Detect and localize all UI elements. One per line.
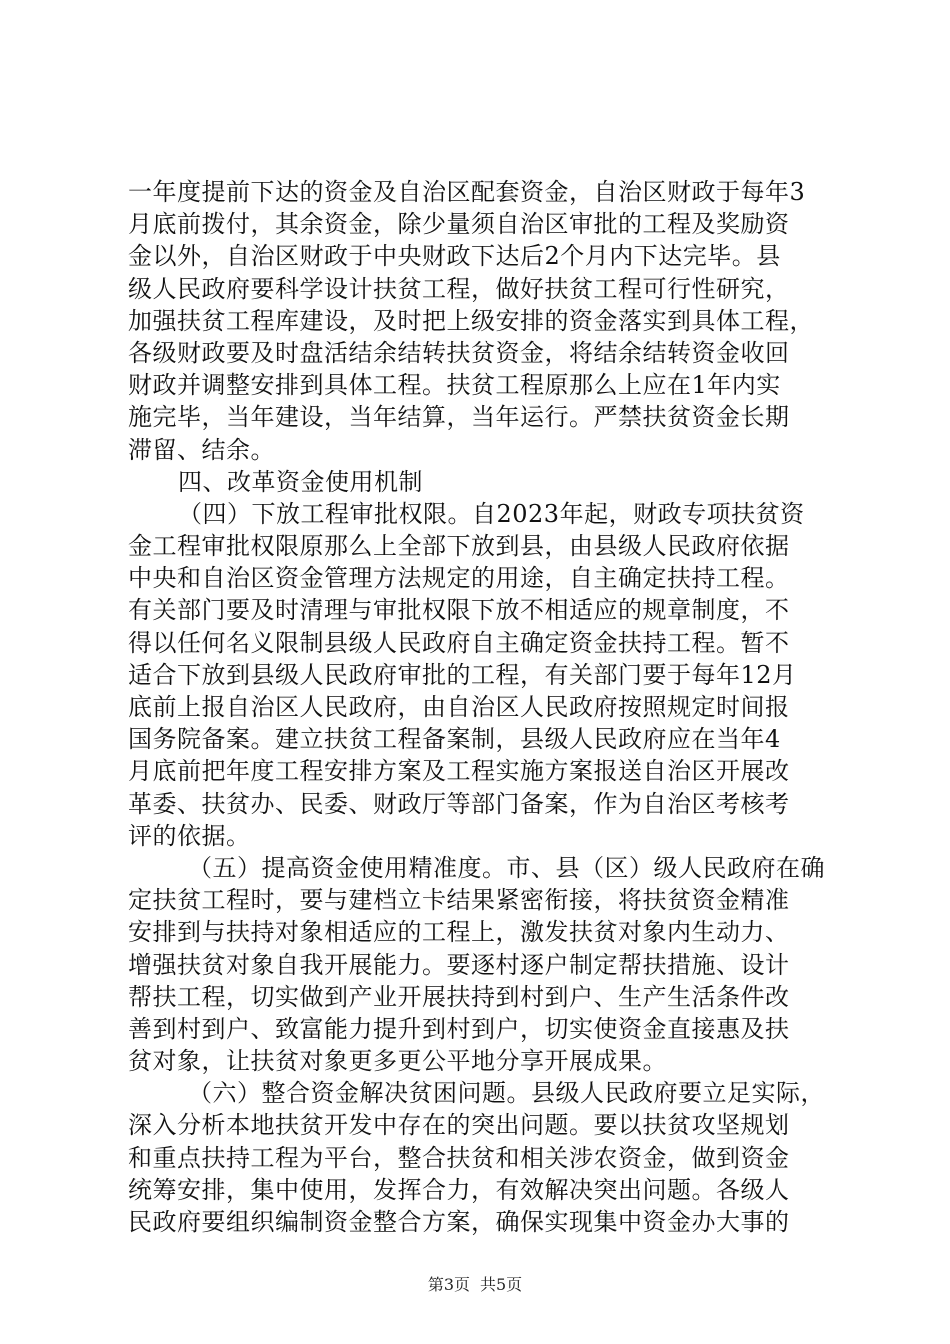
- text-line: 金以外，自治区财政于中央财政下达后2个月内下达完毕。县: [128, 242, 781, 271]
- text-line: 安排到与扶持对象相适应的工程上，激发扶贫对象内生动力、: [128, 918, 790, 947]
- page-footer: [0, 1272, 950, 1295]
- text-line: 革委、扶贫办、民委、财政厅等部门备案，作为自治区考核考: [128, 789, 790, 818]
- text-line: 级人民政府要科学设计扶贫工程，做好扶贫工程可行性研究，: [128, 274, 790, 303]
- text-line: 善到村到户、致富能力提升到村到户，切实使资金直接惠及扶: [128, 1014, 790, 1043]
- text-line: 月底前把年度工程安排方案及工程实施方案报送自治区开展改: [128, 757, 790, 786]
- text-line: 各级财政要及时盘活结余结转扶贫资金，将结余结转资金收回: [128, 338, 790, 367]
- text-line: 定扶贫工程时，要与建档立卡结果紧密衔接，将扶贫资金精准: [128, 886, 790, 915]
- text-line: 有关部门要及时清理与审批权限下放不相适应的规章制度，不: [128, 596, 790, 625]
- text-line: 施完毕，当年建设，当年结算，当年运行。严禁扶贫资金长期: [128, 403, 790, 432]
- text-line: 金工程审批权限原那么上全部下放到县，由县级人民政府依据: [128, 532, 790, 561]
- text-line: 中央和自治区资金管理方法规定的用途，自主确定扶持工程。: [128, 564, 790, 593]
- text-line: 深入分析本地扶贫开发中存在的突出问题。要以扶贫攻坚规划: [128, 1111, 790, 1140]
- text-line: 统筹安排，集中使用，发挥合力，有效解决突出问题。各级人: [128, 1175, 790, 1204]
- body-text: [128, 176, 838, 1238]
- text-line: 月底前拨付，其余资金，除少量须自治区审批的工程及奖励资: [128, 210, 790, 239]
- text-line: 和重点扶持工程为平台，整合扶贫和相关涉农资金，做到资金: [128, 1143, 790, 1172]
- text-line: 国务院备案。建立扶贫工程备案制，县级人民政府应在当年4: [128, 725, 781, 754]
- text-line: 加强扶贫工程库建设，及时把上级安排的资金落实到具体工程，: [128, 306, 814, 335]
- page-number-current: 第3页: [427, 1275, 470, 1294]
- text-line: 贫对象，让扶贫对象更多更公平地分享开展成果。: [128, 1047, 667, 1076]
- section-heading: 四、改革资金使用机制: [178, 467, 423, 496]
- text-line: 底前上报自治区人民政府，由自治区人民政府按照规定时间报: [128, 693, 790, 721]
- text-line: 帮扶工程，切实做到产业开展扶持到村到户、生产生活条件改: [128, 982, 790, 1011]
- text-line: 得以任何名义限制县级人民政府自主确定资金扶持工程。暂不: [128, 628, 790, 657]
- text-line: 财政并调整安排到具体工程。扶贫工程原那么上应在1年内实: [128, 371, 781, 400]
- text-line: 增强扶贫对象自我开展能力。要逐村逐户制定帮扶措施、设计: [128, 950, 790, 979]
- text-line: 适合下放到县级人民政府审批的工程，有关部门要于每年12月: [128, 660, 797, 689]
- text-line: 滞留、结余。: [128, 435, 275, 464]
- page-number-total: 共5页: [480, 1275, 523, 1294]
- text-line: 一年度提前下达的资金及自治区配套资金，自治区财政于每年3: [128, 178, 806, 206]
- text-line: 评的依据。: [128, 821, 251, 850]
- paragraph-start: （六）整合资金解决贫困问题。县级人民政府要立足实际，: [188, 1079, 825, 1108]
- paragraph-start: （五）提高资金使用精准度。市、县（区）级人民政府在确: [188, 853, 825, 882]
- paragraph-start: （四）下放工程审批权限。自2023年起，财政专项扶贫资: [178, 499, 805, 528]
- text-line: 民政府要组织编制资金整合方案，确保实现集中资金办大事的: [128, 1208, 790, 1236]
